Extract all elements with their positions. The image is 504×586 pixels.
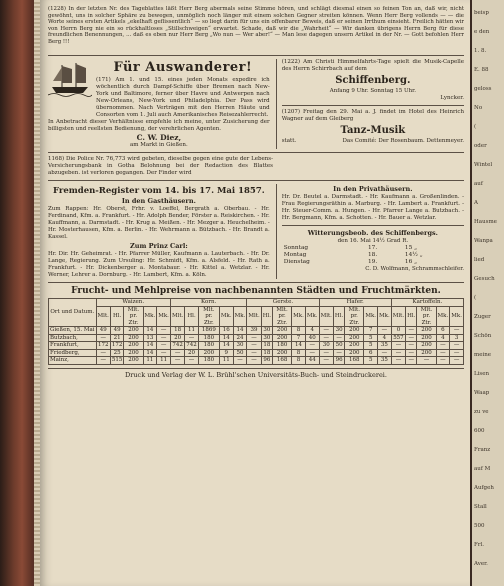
barom-divider [282,225,464,226]
market-cell: — [319,349,333,357]
barom-temp: 15 „ [404,245,418,251]
market-cell: 180 [273,342,292,350]
market-cell: 9 [219,349,233,357]
fremden-right-column [276,184,464,279]
market-cell: — [378,327,392,335]
notice-1222-sign: Lyncker. [440,95,464,101]
market-cell: — [406,349,417,357]
market-cell: — [391,357,405,365]
market-cell: 200 [273,334,292,342]
market-sub-header: Mlt. [96,306,110,327]
market-cell: 20 [185,349,199,357]
market-cell: — [247,357,261,365]
market-cell: 5 [364,342,378,350]
adjacent-page-fragment: Lisen [474,371,490,377]
adjacent-page-fragment: ( [474,124,477,130]
market-sub-header: Mk. [378,306,392,327]
market-cell: 200 [124,327,143,335]
notice-1168-text: 1168) Die Police Nr. 76,773 wird gebeten, dieselbe gegen eine gute der Lebens-Versicherungsbank in Gotha Belohnung bei der Redaction des Blattes abzugeben. ist verloren gegangen. Der Finder wird [48,156,273,176]
market-cell: 30 [333,327,344,335]
market-cell: 14 [233,327,247,335]
market-cell: — [319,357,333,365]
market-cell: 44 [305,357,319,365]
adjacent-page-fragment: Franz [474,447,491,453]
adjacent-page-fragment: e den [474,29,490,35]
market-cell: — [319,327,333,335]
market-cell: 14 [219,334,233,342]
auswanderer-column [48,59,270,149]
tanz-sign-left: statt. [281,138,297,144]
barom-time: 17. [367,245,378,251]
market-cell: 6 [436,327,450,335]
market-cell: — [170,349,184,357]
adjacent-page-fragment: Schön [474,333,492,339]
market-cell: 4 [305,327,319,335]
market-cell: — [185,357,199,365]
market-group-header: Korn. [170,299,246,307]
market-location: Mainz, [49,357,97,365]
market-location: Friedberg, [49,349,97,357]
market-cell: 49 [110,327,124,335]
newspaper-page [40,0,470,586]
market-cell: — [406,334,417,342]
market-cell: 8 [292,357,306,365]
adjacent-page-fragment: Waap [474,390,490,396]
market-cell: 200 [345,349,364,357]
market-sub-header: Mlt. pr. Ztr. [124,306,143,327]
adjacent-page-fragment: ( [474,295,477,301]
adjacent-page-fragment: Aufgeh [474,485,494,491]
auswanderer-text: (171) Am 1. und 15. eines jeden Monats expedire ich wöchentlich durch Dampf-Schiffe über Bremen nach New-York und Baltimore, ferner über Havre und Antwerpen nach New-Orleans, New-York und Philadelphia. Der Pass wird übernommen. Nach Verträgen mit den Herren Häute und Consorten vom 1. Juli auch Amerikanisches Reisezahlerrecht. [96,77,270,118]
market-cell: 742 [186,342,197,348]
market-cell: — [333,334,344,342]
adjacent-page-fragment: A [474,200,478,206]
notice-1222-text: (1222) Am Christi Himmelfahrts-Tage spielt die Musik-Capelle des Herrn Schirrbach auf dem [281,59,464,72]
market-cell: — [406,327,417,335]
adjacent-page-fragment: zu ve [474,409,489,415]
right-divider-1 [282,105,464,106]
adjacent-page-fragment: lied [474,257,485,263]
auswanderer-body [96,59,270,119]
market-cell: 742 [172,342,183,348]
market-cell: 515 [111,357,123,363]
tanz-musik-sign [282,138,464,145]
book-spine [0,0,40,586]
market-cell: 200 [273,349,292,357]
market-cell: — [247,342,261,350]
fremden-title: Fremden-Register vom 14. bis 17. Mai 1857. [52,186,265,196]
barom-row [282,259,464,266]
market-cell: 6 [364,349,378,357]
adjacent-page-fragment: 600 [474,428,485,434]
market-cell: 8 [292,327,306,335]
market-cell: — [406,342,417,350]
notice-1228-text: (1228) In der letzten Nr. des Tageblattes läßt Herr Berg abermals seine Stimme hören, und schlägt diesmal einen so feinen Ton an, daß wir, nicht gewöhnt, uns in solcher Sphäre zu bewegen, unmöglich noch länger mit einem solchen Gegner streiten können. Wenn Herr Berg vollends — — die Worte seines ersten Artikels „ekelhaft geflissentlich“ — so liegt darin für uns ein offenbarer Beweis, daß er seinen Irrthum einsieht. Freilich hätten wir von Herrn Berg nie ein so rückhaltloses „Stillschweigen“ erwartet. Schade, daß wir die „Wahrheit“ — Wir danken übrigens Herrn Berg für diese freundlichen Benennungen, ... daß es eben nur Herr Berg „Wo nun — Wer aber!“ — Man lese dagegen unsern Artikel in der Nr. — Gott befohlen Herr Berg !!! [48,6,464,45]
market-cell: — [157,349,171,357]
market-cell: 200 [345,327,364,335]
adjacent-page-fragment: No [474,105,483,111]
market-cell: 96 [333,357,344,365]
market-group-header: Kartoffeln. [391,299,463,307]
market-cell: 200 [124,349,143,357]
barom-subtitle: den 16. Mai 14½ Grad R. [337,238,409,244]
tanz-musik-title: Tanz-Musik [340,125,406,136]
market-group-header: Hafer. [319,299,391,307]
market-sub-header: Mk. [305,306,319,327]
market-cell: 200 [124,342,143,350]
market-cell: — [96,357,110,365]
market-cell: — [305,349,319,357]
market-cell: 3 [450,334,464,342]
market-cell: 18 [170,327,184,335]
market-cell: 11 [157,357,171,365]
upper-row [48,59,464,149]
adjacent-page-edge [470,0,504,586]
printer-footer: Druck und Verlag der W. L. Brühl'schen Universitäts-Buch- und Steindruckerei. [48,368,464,379]
barom-time: 18. [367,252,378,258]
market-cell: — [319,334,333,342]
market-cell: 50 [333,342,344,350]
adjacent-page-fragment: oder [474,143,487,149]
market-cell: 39 [247,327,261,335]
adjacent-page-fragment: Wanpa [474,238,493,244]
market-cell: 30 [233,342,247,350]
market-col-place: Ort und Datum. [49,299,97,327]
market-row [49,349,464,357]
market-cell: 11 [185,327,199,335]
market-sub-header: Hl. [406,306,417,327]
market-cell: — [305,342,319,350]
hotel-heading-2: Zum Prinz Carl: [129,242,188,250]
market-cell: 200 [417,327,436,335]
market-cell: — [185,334,199,342]
market-cell: — [247,334,261,342]
market-cell: — [417,357,436,365]
market-cell: 200 [345,342,364,350]
market-cell: 200 [345,334,364,342]
market-cell: — [436,349,450,357]
market-cell: — [391,349,405,357]
market-cell: 180 [198,342,219,350]
adjacent-page-fragment: Aver. [474,561,488,567]
adjacent-page-fragment: Hausme [474,219,497,225]
barom-row [282,245,464,252]
market-cell: 168 [345,357,364,365]
market-sub-header: Mk. [436,306,450,327]
market-cell: 49 [96,327,110,335]
market-cell: — [157,334,171,342]
market-cell: 4 [436,334,450,342]
market-location: Butzbach, [49,334,97,342]
market-row [49,357,464,365]
market-cell: 5 [364,334,378,342]
adjacent-page-fragment: auf M [474,466,491,472]
market-sub-header: Mlt. [319,306,333,327]
market-sub-header: Mlt. pr. Ztr. [345,306,364,327]
market-cell: 557 [393,334,404,341]
market-sub-header: Mlt. [391,306,405,327]
market-cell: 180 [198,334,219,342]
market-cell: 200 [273,327,292,335]
barom-sign: C. D. Wolfmann, Schrammschleifer. [365,266,464,272]
adjacent-page-fragment: geloss [474,86,492,92]
market-divider [48,282,464,283]
market-cell: 30 [319,342,333,350]
top-divider [48,55,464,56]
hotel-text-2: Hr. Dir. Hr. Geheimrat. - Hr. Pfarrer Müller, Kaufmann a. Lauterbach. - Hr. Dr. Lange, Regierung. Zum Ursuling: Hr. Schmidt, Kfm. a. Alsfeld. - Hr. Rath a. Frankfurt. - Hr. Dickenberger a. Montabaur. - Hr. Kittel a. Wetzlar. - Hr. Werner, Lehrer a. Dornburg. - Hr. Lambert, Kfm. a. Köln. [48,251,270,278]
market-cell: — [378,349,392,357]
barom-day: Montag [283,252,307,258]
market-cell: 21 [110,334,124,342]
market-cell: 4 [378,334,392,342]
market-row [49,327,464,335]
market-cell: — [170,357,184,365]
market-cell: — [450,349,464,357]
market-cell: 8 [292,349,306,357]
notice-1222-place: Schiffenberg. [335,75,411,86]
adjacent-page-fragment: beisp [474,10,489,16]
market-sub-header: Hl. [261,306,272,327]
market-sub-header: Hl. [333,306,344,327]
market-sub-header: Mk. [157,306,171,327]
market-sub-header: Mlt. [247,306,261,327]
market-table [48,298,464,365]
adjacent-page-fragment: Wintel [474,162,493,168]
market-cell: 14 [292,342,306,350]
hotel-heading-3: In den Privathäusern. [333,185,413,193]
market-cell: 168 [273,357,292,365]
market-sub-header: Mlt. pr. Ztr. [273,306,292,327]
barom-temp: 16 „ [404,259,418,265]
market-sub-header: Mk. [233,306,247,327]
market-cell: 11 [219,357,233,365]
market-cell: 96 [261,357,272,365]
market-cell: 200 [198,349,219,357]
market-cell: — [406,357,417,365]
market-sub-header: Mk. [364,306,378,327]
market-row [49,334,464,342]
auswanderer-notice [48,59,270,119]
auswanderer-title: Für Auswanderer! [113,60,253,75]
hotel-text-3: Hr. Dr. Beutel a. Darmstadt. - Hr. Kaufmann a. Großenlinden. - Frau Regierungsräthin a. Marburg. - Hr. Lambert a. Frankfurt. - Hr. Steuer-Comm. a. Hungen. - Hr. Pfarrer Lange a. Butzbach. - Hr. Bergmann, Kfm. a. Schotten. - Hr. Bauer a. Wetzlar. [281,194,464,221]
market-cell: 24 [233,334,247,342]
adjacent-page-fragment: auf [474,181,483,187]
market-cell: 172 [97,342,109,348]
right-notices-column [276,59,464,149]
market-cell: 16 [219,327,233,335]
market-cell: 20 [170,334,184,342]
market-cell: — [96,334,110,342]
market-cell: 200 [417,349,436,357]
fremden-column [48,184,270,279]
market-cell: — [450,357,464,365]
market-cell: 14 [219,342,233,350]
adjacent-page-fragment: 1. 8. [474,48,487,54]
market-cell: — [450,342,464,350]
market-sub-header: Mlt. pr. Ztr. [198,306,219,327]
market-cell: 50 [233,349,247,357]
market-cell: 11 [143,357,157,365]
barom-day: Dienstag [283,259,310,265]
hotel-text-1: Zum Rappen: Hr. Oberst, Frhr. v. Loeffel, Bergrath a. Oberbau. - Hr. Ferdinand, Kfm. a. Frankfurt. - Hr. Adolph Bender, Förster a. Reiskirchen. - Hr. Kauffmann, a. Darmstadt. - Hr. Krug a. Meißen. - Hr. Mezger a. Heuchelheim. - Hr. Mosterhausen, Kfm. a. Berlin. - Hr. Wehrmann a. Bützbach. - Hr. Brandt a. Kassel. [48,206,270,240]
notice-1228 [48,6,464,50]
market-cell: — [436,357,450,365]
adjacent-page-fragment: Frl. [474,542,484,548]
adjacent-page-fragment: Zuger [474,314,491,320]
market-cell: 200 [124,334,143,342]
market-cell: — [96,349,110,357]
barom-day: Sonntag [283,245,309,251]
hotel-heading-1: In den Gasthäusern. [121,197,196,205]
adjacent-page-fragment: Gesuch [474,276,495,282]
adjacent-page-fragment: 500 [474,523,485,529]
market-cell: — [233,357,247,365]
market-cell: 40 [305,334,319,342]
market-location: Gießen, 15. Mai [50,327,95,333]
market-cell: 14 [143,349,157,357]
market-group-header: Gerste. [247,299,319,307]
market-sub-header: Mk. [219,306,233,327]
market-cell: 7 [364,327,378,335]
market-cell: 18 [261,342,272,350]
market-cell: — [157,327,171,335]
tanz-sign-right: Das Comité: Der Rosenbaum. Dettenmeyer. [342,138,464,144]
market-cell: 30 [261,334,272,342]
market-cell: 180 [198,357,219,365]
market-row [49,342,464,350]
market-cell: 200 [417,342,436,350]
market-cell: 35 [378,357,392,365]
ship-illustration [48,59,92,97]
market-cell: 1869 [198,327,219,335]
market-cell: 5 [364,357,378,365]
market-cell: — [333,349,344,357]
market-sub-header: Mlt. pr. Ztr. [417,306,436,327]
market-sub-header: Mlt. [170,306,184,327]
market-group-header: Waizen. [96,299,170,307]
market-cell: — [436,342,450,350]
market-cell: 35 [378,342,392,350]
barom-time: 19. [367,259,378,265]
market-sub-header: Hl. [185,306,199,327]
market-cell: — [450,327,464,335]
market-title: Frucht- und Mehlpreise von nachbenannten Städten und Fruchtmärkten. [71,286,441,296]
market-cell: 13 [143,334,157,342]
market-cell: — [157,342,171,350]
market-cell: 172 [111,342,123,348]
auswanderer-sign2: C. W. Diez, [136,133,182,142]
market-cell: 200 [124,357,143,365]
market-cell: — [391,342,405,350]
market-sub-header: Mk. [143,306,157,327]
barom-row [282,252,464,259]
market-cell: 18 [261,349,272,357]
market-cell: 14 [143,327,157,335]
auswanderer-sign3: am Markt in Gießen. [129,142,188,148]
market-cell: 7 [292,334,306,342]
market-cell: 200 [417,334,436,342]
barom-temp: 14½ „ [404,252,423,258]
market-cell: 25 [110,349,124,357]
market-sub-header: Hl. [110,306,124,327]
notice-1207-text: (1207) Freitag den 29. Mai a. J. findet im Hotel des Heinrich Wagner auf dem Gleiberg [281,109,464,122]
market-cell: 30 [261,327,272,335]
adjacent-page-fragment: meine [474,352,492,358]
market-location: Frankfurt, [49,342,97,350]
notice-1222-time: Anfang 9 Uhr. Sonntag 15 Uhr. [329,88,416,94]
barom-title: Witterungsbeob. des Schiffenbergs. [307,229,438,237]
lower-row [48,184,464,279]
auswanderer-sign1: In Anbetracht dieser Verhältnisse empfehle ich meine, unter Zusicherung der billigsten und reellsten Bedienung, der verehrlichen Agenten. [48,119,270,132]
market-cell: 0 [391,327,405,335]
market-sub-header: Mk. [292,306,306,327]
adjacent-page-fragment: Stall [474,504,487,510]
market-sub-header: Mk. [450,306,464,327]
market-cell: — [247,349,261,357]
ship-icon [48,59,92,97]
mid-divider-2 [48,180,464,181]
mid-divider-1 [48,152,464,153]
barom-table [282,245,464,266]
adjacent-page-fragment: E. 88 [474,67,489,73]
page-content [48,52,464,379]
market-cell: 14 [143,342,157,350]
